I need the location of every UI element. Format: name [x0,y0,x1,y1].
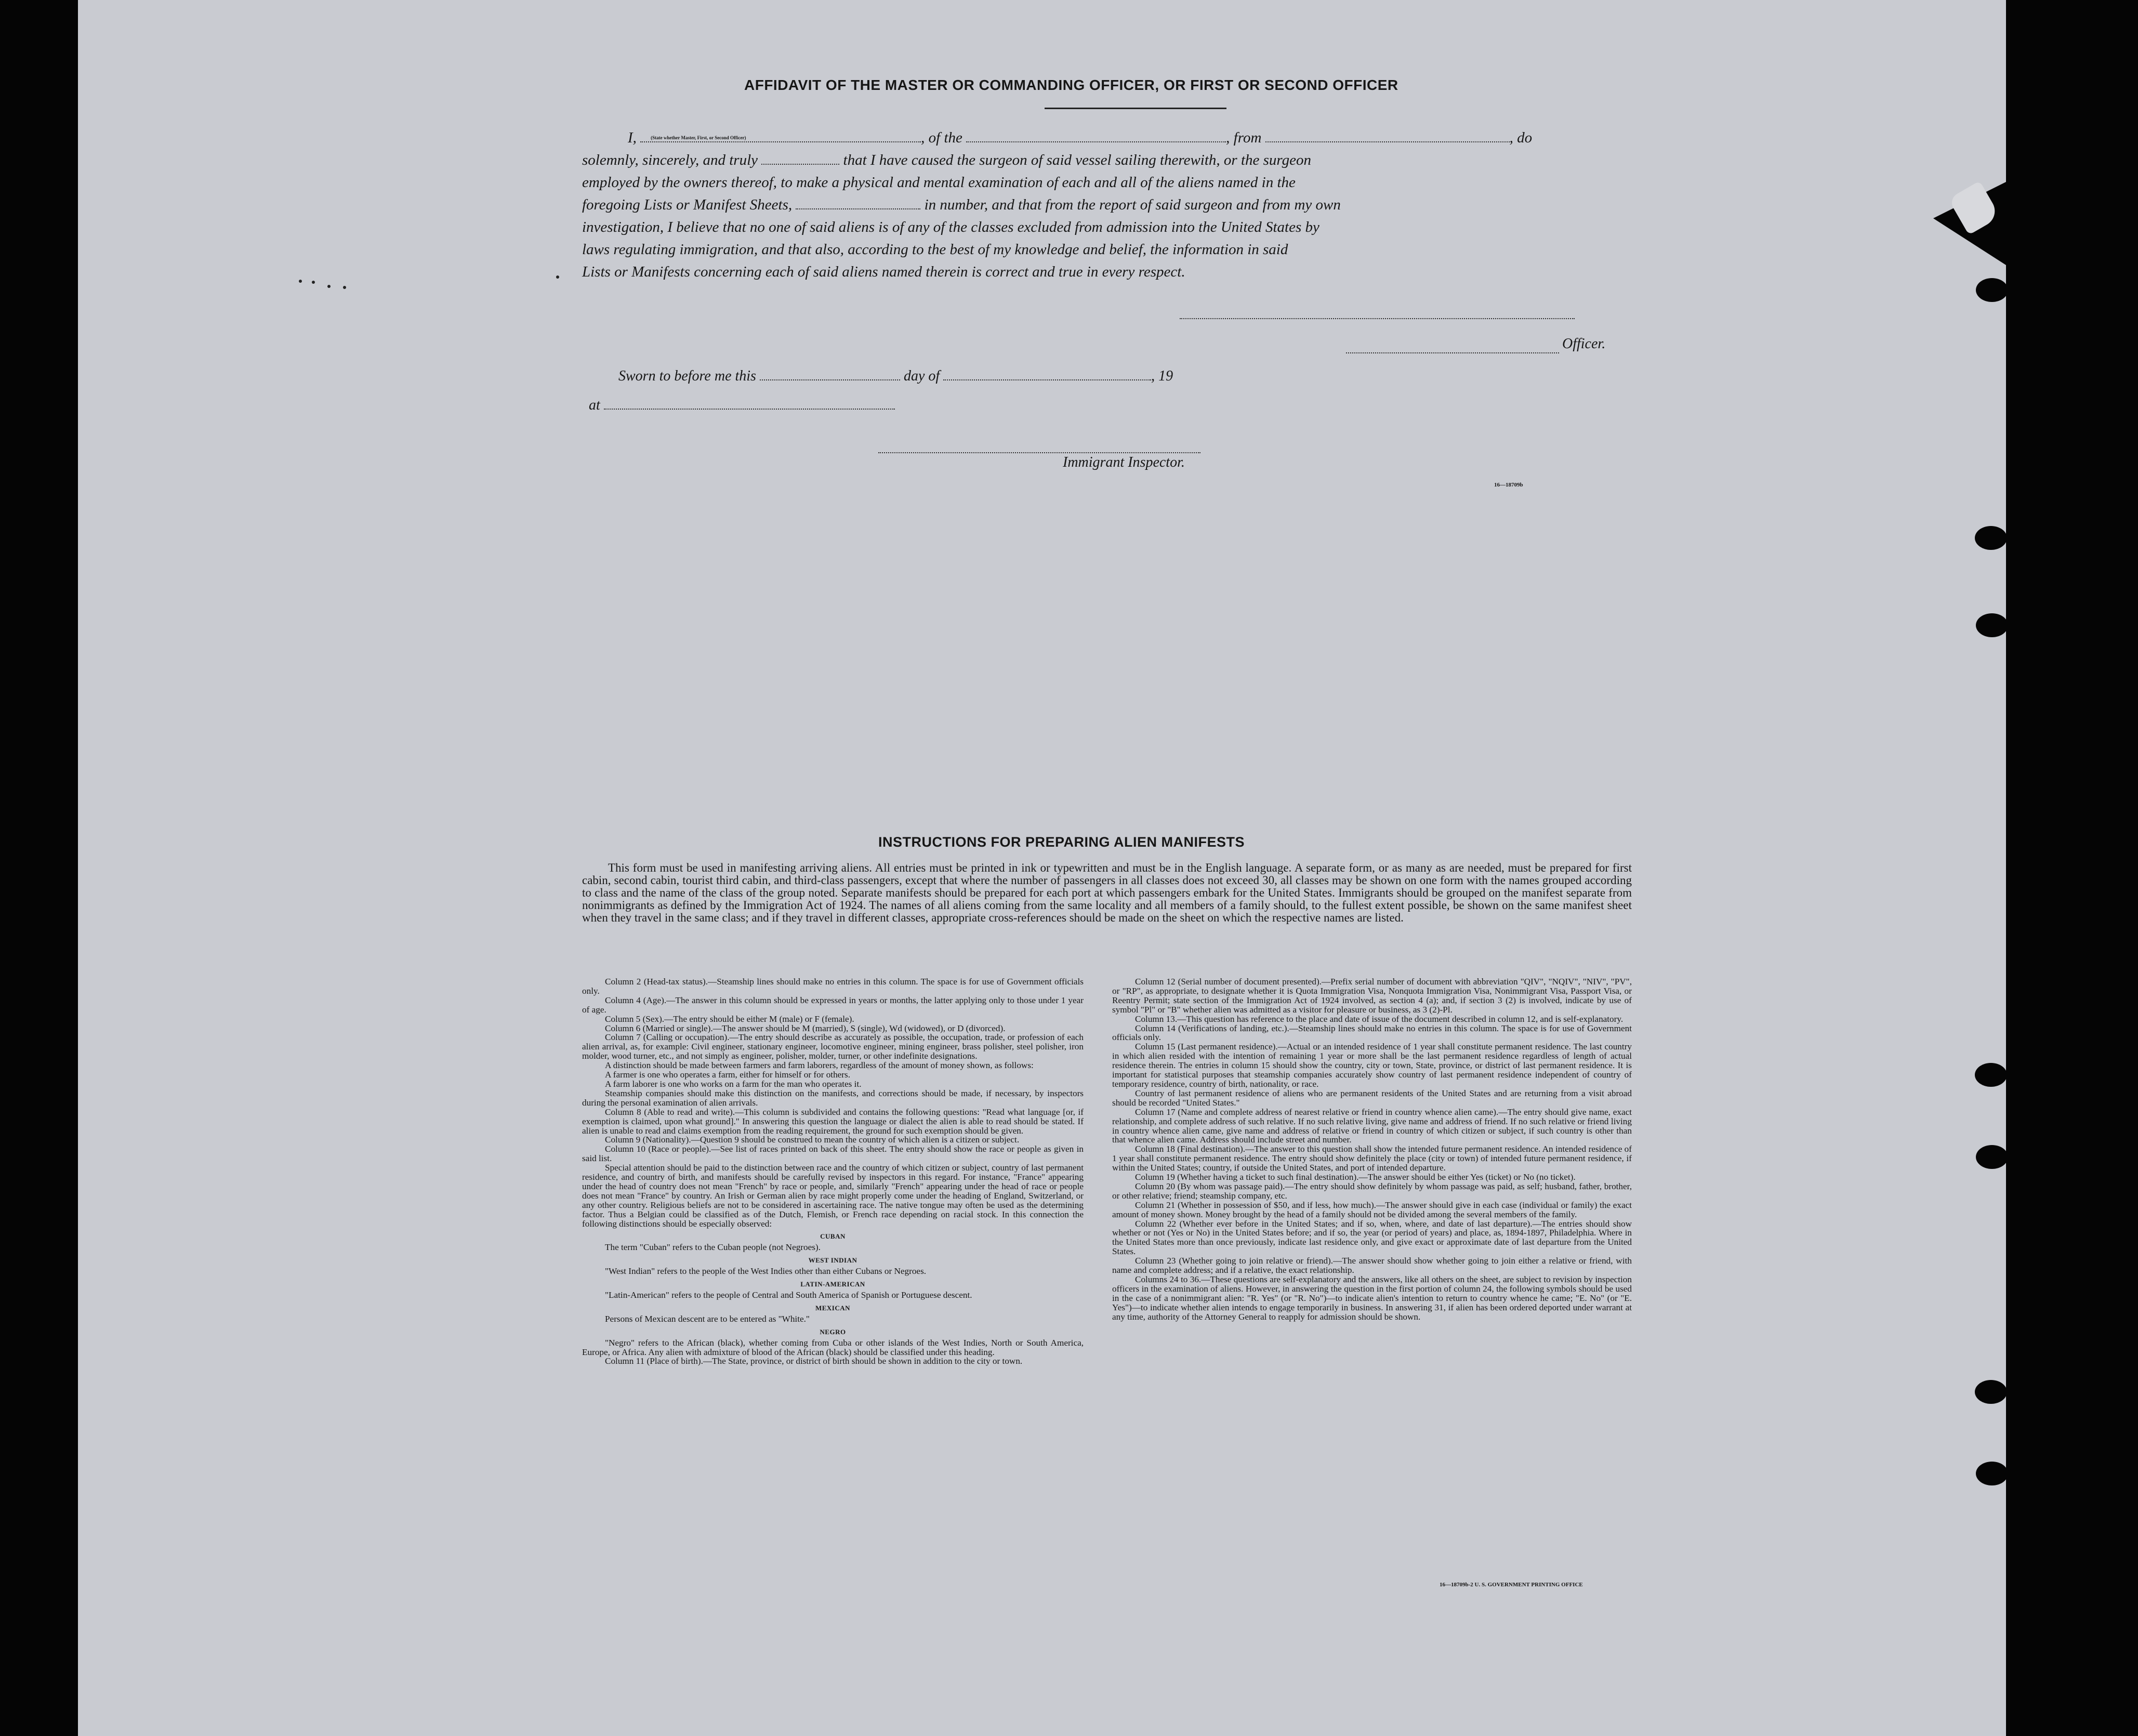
affidavit-line-5: investigation, I believe that no one of said aliens is of any of the classes excluded from admission into the United States by [582,219,1319,235]
at-line: at [589,397,895,414]
definition-text: "Latin-American" refers to the people of Central and South America of Spanish or Portuguese descent. [605,1290,972,1300]
instruction-paragraph: Column 10 (Race or people).—See list of races printed on back of this sheet. The entry should show the race or people as given in said list. [582,1144,1084,1164]
affidavit-from: , from [1226,129,1262,146]
instruction-paragraph: Column 8 (Able to read and write).—This column is subdivided and contains the following questions: "Read what language [or, if exemption is claimed, upon what ground]." In answering this question the language or dialect the alien is able to read should be stated. If alien is unable to read and claims exemption from the reading requirement, the ground for such exemption should be given. [582,1107,1084,1136]
instruction-paragraph: Column 5 (Sex).—The entry should be either M (male) or F (female). [605,1014,854,1024]
binder-hole [1976,1145,2006,1169]
instruction-paragraph: Column 11 (Place of birth).—The State, province, or district of birth should be shown in addition to the city or town. [605,1356,1023,1366]
definition-heading: MEXICAN [815,1304,851,1312]
affidavit-title: AFFIDAVIT OF THE MASTER OR COMMANDING OFFICER, OR FIRST OR SECOND OFFICER [744,77,1398,93]
departure-port-field[interactable] [1265,131,1510,142]
instruction-paragraph: Column 9 (Nationality).—Question 9 should be construed to mean the country of which alien is a citizen or subject. [605,1135,1020,1145]
instruction-paragraph: Column 17 (Name and complete address of nearest relative or friend in country whence alien came).—The entry should give name, exact relationship, and complete address of such relative. If no such relative living, give name and address of friend. If no such relative or friend living in country whence alien came, give name and address of relative or friend in country of which citizen or subject, if such country is other than that whence alien came. Address should include street and number. [1112,1107,1632,1145]
affidavit-do: , do [1509,129,1533,146]
ink-speck [299,280,302,283]
affidavit-line-3: employed by the owners thereof, to make a physical and mental examination of each and all of the aliens named in the [582,174,1296,191]
instruction-paragraph: A farmer is one who operates a farm, either for himself or for others. [605,1070,851,1080]
ink-speck [312,281,315,284]
affidavit-line-2: solemnly, sincerely, and truly that I have caused the surgeon of said vessel sailing therewith, or the surgeon [582,152,1312,168]
inspector-label: Immigrant Inspector. [1063,454,1185,470]
instruction-paragraph: Column 6 (Married or single).—The answer should be M (married), S (single), Wd (widowed), or D (divorced). [605,1023,1006,1033]
printer-footer: 16—18709b-2 U. S. GOVERNMENT PRINTING OFFICE [1440,1582,1583,1588]
officer-signature-line[interactable] [1180,318,1575,319]
sworn-place-field[interactable] [604,398,895,410]
definition-heading: NEGRO [820,1327,846,1336]
definition-text: Persons of Mexican descent are to be entered as "White." [605,1313,810,1324]
vessel-name-field[interactable] [966,131,1226,142]
definition-text: The term "Cuban" refers to the Cuban people (not Negroes). [605,1242,821,1253]
definition-heading: WEST INDIAN [808,1256,857,1265]
affidavit-line-6: laws regulating immigration, and that also, according to the best of my knowledge and belief, the information in said [582,241,1288,258]
binder-hole [1975,1063,2006,1087]
instruction-paragraph: Column 21 (Whether in possession of $50, and if less, how much).—The answer should give in each case (individual or family) the exact amount of money shown. Money brought by the head of a family should not be divided among the several members of the family. [1112,1200,1632,1219]
instruction-paragraph: Column 19 (Whether having a ticket to such final destination).—The answer should be either Yes (ticket) or No (no ticket). [1135,1172,1576,1182]
instruction-paragraph: Column 2 (Head-tax status).—Steamship lines should make no entries in this column. The space is for use of Government officials only. [582,977,1084,996]
instruction-paragraph: Column 13.—This question has reference to the place and date of issue of the document described in column 12, and is self-explanatory. [1135,1014,1624,1024]
title-underline [1045,108,1226,109]
instruction-paragraph: Column 20 (By whom was passage paid).—The entry should show definitely by whom passage was paid, as self; husband, father, brother, or other relative; friend; steamship company, etc. [1112,1181,1632,1201]
ink-speck [343,286,346,289]
affidavit-line-4: foregoing Lists or Manifest Sheets, in number, and that from the report of said surgeon and from my own [582,196,1341,213]
officer-label: Officer. [1562,336,1606,352]
binder-hole [1976,278,2006,302]
affidavit-line-1 [582,127,1636,149]
definition-heading: CUBAN [820,1232,846,1241]
ink-speck [556,275,559,279]
definition-text: "Negro" refers to the African (black), whether coming from Cuba or other islands of the West Indies, North or South America, Europe, or Africa. Any alien with admixture of blood of the African (black) should be classified under this heading. [582,1337,1084,1357]
instruction-paragraph: Column 12 (Serial number of document presented).—Prefix serial number of document with abbreviation "QIV", "NQIV", "NIV", "PV", or "RP", as appropriate, to designate whether it is Quota Immigration Visa, Nonquota Immigration Visa, Nonimmigrant Visa, Passport Visa, or Reentry Permit; state section of the Immigration Act of 1924 involved, as section 4 (a); and, if section 3 (2) is involved, indicate by use of symbol "Pl" or "B" whether alien was admitted as a visitor for pleasure or business, as 3 (2)-Pl. [1112,977,1632,1015]
officer-signature-line-2[interactable] [1346,352,1559,353]
instruction-paragraph: Columns 24 to 36.—These questions are self-explanatory and the answers, like all others on the sheet, are subject to revision by inspection officers in the examination of aliens. However, in answering the question in the first portion of column 24, the following symbols should be used in the case of a nonimmigrant alien: "R. Yes" (or "R. No")—to indicate alien's intention to return to country whence he came; "E. No" (or "E. Yes")—to indicate whether alien intends to engage temporarily in business. In answering 31, if alien has been ordered deported under warrant at any time, authority of the Attorney General to reapply for admission should be shown. [1112,1274,1632,1322]
instruction-paragraph: Steamship companies should make this distinction on the manifests, and corrections should be made, if necessary, by inspectors during the personal examination of alien arrivals. [582,1088,1084,1108]
instruction-paragraph: Column 4 (Age).—The answer in this column should be expressed in years or months, the latter applying only to those under 1 year of age. [582,995,1084,1015]
binder-hole [1976,613,2006,637]
affidavit-of-the: , of the [921,129,962,146]
ink-speck [327,285,331,288]
officer-rank-note: (State whether Master, First, or Second Officer) [651,135,746,140]
definition-text: "West Indian" refers to the people of the West Indies other than either Cubans or Negroes. [605,1266,927,1277]
instructions-intro: This form must be used in manifesting arriving aliens. All entries must be printed in ink or typewritten and must be in the English language. A separate form, or as many as are needed, must be prepared for first cabin, second cabin, tourist third cabin, and third-class passengers, except that where the number of passengers in all classes does not exceed 30, all classes may be shown on one form with the names grouped according to class and the name of the class of the group noted. Separate manifests should be prepared for each port at which passengers embark for the United States. Immigrants should be grouped on the manifest separate from nonimmigrants as defined by the Immigration Act of 1924. The names of all aliens coming from the same locality and all members of a family should, to the fullest extent possible, be shown on the same manifest sheet when they travel in the same class; and if they travel in different classes, appropriate cross-references should be made on the sheet on which the respective names are listed. [582,861,1632,924]
sworn-day-field[interactable] [760,369,900,380]
alien-count-field[interactable] [796,198,920,209]
form-number: 16—18709b [1494,482,1523,488]
binder-hole [1975,526,2006,550]
inspector-signature-line[interactable] [878,452,1200,453]
definition-heading: LATIN-AMERICAN [800,1280,865,1288]
instruction-paragraph: Country of last permanent residence of aliens who are permanent residents of the United States and are returning from a visit abroad should be recorded "United States." [1112,1088,1632,1108]
instruction-paragraph: Column 22 (Whether ever before in the United States; and if so, when, where, and date of last departure).—The entries should show whether or not (Yes or No) in the United States before; and if so, the year (or period of years) and place, as, 1894-1897, Philadelphia. Where in the United States more than once previously, indicate last residence only, and give exact or approximate date of last departure from the United States. [1112,1218,1632,1257]
instruction-paragraph: A distinction should be made between farmers and farm laborers, regardless of the amount of money shown, as follows: [605,1060,1034,1071]
sworn-month-field[interactable] [943,369,1151,380]
instructions-left-column [582,977,1084,1366]
affidavit-line-7: Lists or Manifests concerning each of said aliens named therein is correct and true in every respect. [582,264,1185,280]
instruction-paragraph: Column 23 (Whether going to join relative or friend).—The answer should show whether going to join either a relative or friend, with name and complete address; and if a relative, the exact relationship. [1112,1256,1632,1275]
sworn-line: Sworn to before me this day of , 19 [618,368,1173,384]
instructions-right-column [1112,977,1632,1322]
instruction-paragraph: Column 15 (Last permanent residence).—Actual or an intended residence of 1 year shall constitute permanent residence. The last country in which alien resided with the intention of remaining 1 year or more shall be the last permanent residence regardless of length of actual residence therein. The entries in column 15 should show the country, city or town, State, province, or district of last permanent residence. It is important for statistical purposes that steamship companies accurately show country of last permanent residence independent of country of temporary residence, country of birth, nationality, or race. [1112,1042,1632,1089]
sworn-manner-field[interactable] [761,153,839,165]
instruction-paragraph: A farm laborer is one who works on a farm for the man who operates it. [605,1079,862,1089]
instructions-title: INSTRUCTIONS FOR PREPARING ALIEN MANIFESTS [878,834,1245,850]
officer-rank-field[interactable] [640,131,921,142]
instruction-paragraph: Column 14 (Verifications of landing, etc.).—Steamship lines should make no entries in this column. The space is for use of Government officials only. [1112,1023,1632,1043]
instruction-paragraph: Column 7 (Calling or occupation).—The entry should describe as accurately as possible, the occupation, trade, or profession of each alien arrival, as, for example: Civil engineer, stationary engineer, locomotive engineer, mining engineer, brass polisher, steel polisher, iron molder, wood turner, etc., and not simply as engineer, polisher, molder, turner, or other indefinite designations. [582,1032,1084,1061]
binder-hole [1975,1380,2006,1404]
instruction-paragraph: Special attention should be paid to the distinction between race and the country of which citizen or subject, country of last permanent residence, and country of birth, and manifests should be carefully revised by inspectors in this regard. For instance, "France" appearing under the head of country does not mean "French" by race or people, and, similarly "French" appearing under the head of race or people does not mean "France" by country. An Irish or German alien by race might properly come under the heading of England, Switzerland, or any other country. Religious beliefs are not to be considered in ascertaining race. The native tongue may often be used as the determining factor. Thus a Belgian could be classified as of the Dutch, Flemish, or French race depending on racial stock. In this connection the following distinctions should be especially observed: [582,1163,1084,1229]
instruction-paragraph: Column 18 (Final destination).—The answer to this question shall show the intended future permanent residence. An intended residence of 1 year shall constitute permanent residence. The entry should show definitely the place (city or town) of intended future permanent residence, if within the United States; country, if outside the United States, and port of intended departure. [1112,1144,1632,1173]
affidavit-i: I, [628,129,637,146]
binder-hole [1976,1462,2006,1485]
manifest-back-page [78,0,2006,1736]
